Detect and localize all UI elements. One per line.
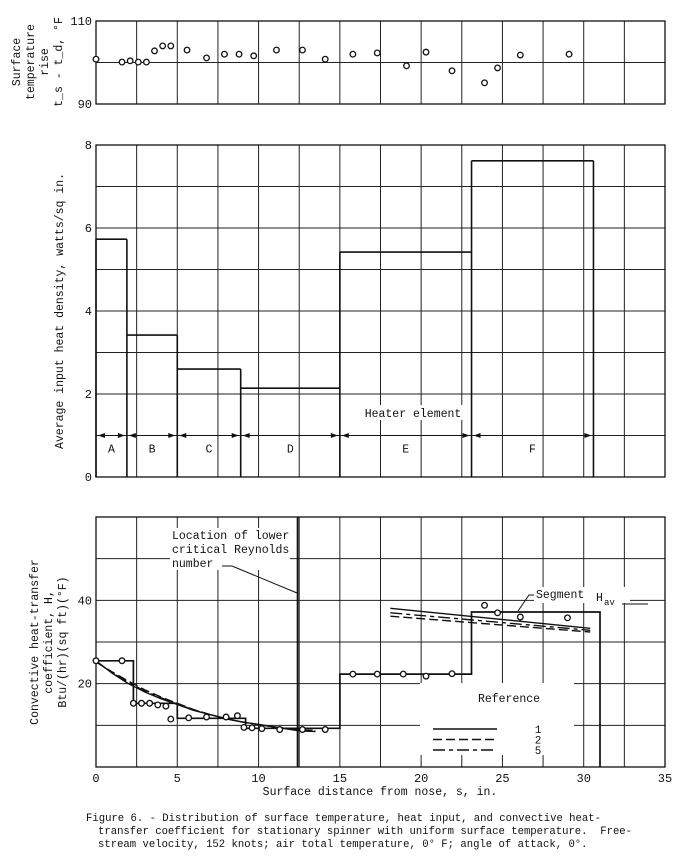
data-point bbox=[300, 727, 306, 733]
data-point bbox=[404, 63, 410, 69]
legend-title: Reference bbox=[477, 693, 541, 706]
data-point bbox=[168, 716, 174, 722]
data-point bbox=[155, 702, 161, 708]
x-tick-label: 35 bbox=[657, 772, 673, 786]
segment-label: C bbox=[205, 443, 213, 457]
data-point bbox=[139, 700, 145, 706]
x-tick-label: 25 bbox=[495, 772, 510, 786]
critical-reynolds-label: critical Reynolds bbox=[172, 544, 290, 557]
x-axis-label: Surface distance from nose, s, in. bbox=[262, 786, 498, 799]
y-axis-label-line: Surface bbox=[11, 37, 24, 87]
x-tick-label: 15 bbox=[332, 772, 348, 786]
data-point bbox=[300, 47, 306, 53]
reference-curve-5 bbox=[96, 662, 316, 732]
arrow-left-icon bbox=[342, 433, 349, 438]
data-point bbox=[144, 59, 150, 65]
x-tick-label: 30 bbox=[576, 772, 591, 786]
surface-temperature-chart bbox=[11, 15, 665, 112]
y-axis-label-line: rise bbox=[39, 48, 52, 76]
y-tick-label: 90 bbox=[77, 98, 92, 112]
data-point bbox=[131, 700, 137, 706]
arrow-right-icon bbox=[584, 433, 591, 438]
arrow-right-icon bbox=[331, 433, 338, 438]
data-point bbox=[251, 53, 257, 59]
x-tick-label: 0 bbox=[92, 772, 100, 786]
data-point bbox=[135, 59, 141, 65]
critical-reynolds-label: number bbox=[172, 558, 214, 571]
data-point bbox=[322, 56, 328, 62]
data-point bbox=[259, 726, 265, 732]
data-point bbox=[274, 47, 280, 53]
data-point bbox=[423, 49, 429, 55]
arrow-left-icon bbox=[98, 433, 105, 438]
hav-label: H bbox=[596, 592, 603, 605]
data-point bbox=[93, 56, 99, 62]
arrow-right-icon bbox=[168, 433, 175, 438]
data-point bbox=[241, 725, 247, 731]
data-point bbox=[204, 714, 210, 720]
arrow-right-icon bbox=[118, 433, 125, 438]
y-axis-label bbox=[11, 17, 66, 107]
x-tick-label: 10 bbox=[251, 772, 266, 786]
y-tick-label: 40 bbox=[77, 594, 92, 609]
segment-label: D bbox=[286, 443, 294, 457]
data-point bbox=[518, 614, 524, 620]
y-axis-label bbox=[29, 559, 70, 725]
data-point bbox=[127, 58, 133, 64]
data-point bbox=[119, 59, 125, 65]
data-point bbox=[168, 43, 174, 49]
data-point bbox=[400, 671, 406, 677]
data-point bbox=[277, 727, 283, 733]
data-point bbox=[518, 52, 524, 58]
data-point bbox=[322, 727, 328, 733]
data-point bbox=[565, 615, 571, 621]
y-tick-label: 2 bbox=[84, 388, 92, 402]
arrow-left-icon bbox=[179, 433, 186, 438]
y-axis-label-line: t_s - t_d, °F bbox=[53, 17, 66, 107]
data-point bbox=[236, 51, 242, 57]
segment-leader bbox=[518, 595, 534, 611]
segment-label: Segment bbox=[536, 589, 585, 602]
x-tick-label: 20 bbox=[413, 772, 429, 786]
heat-transfer-coefficient-chart bbox=[29, 517, 665, 767]
y-tick-label: 110 bbox=[70, 15, 92, 29]
critical-reynolds-label: Location of lower bbox=[172, 530, 290, 543]
data-point bbox=[222, 51, 228, 57]
y-axis-label bbox=[54, 173, 67, 449]
reference-curve-5-aft bbox=[390, 613, 590, 631]
data-point bbox=[482, 603, 488, 609]
data-point bbox=[449, 68, 455, 74]
heater-element-label: Heater element bbox=[364, 408, 462, 422]
data-point bbox=[119, 658, 125, 664]
data-point bbox=[350, 51, 356, 57]
y-tick-label: 4 bbox=[84, 305, 92, 319]
arrow-right-icon bbox=[232, 433, 239, 438]
data-point bbox=[93, 658, 99, 664]
data-point bbox=[374, 50, 380, 56]
segment-label: A bbox=[107, 443, 115, 457]
y-tick-label: 6 bbox=[84, 222, 92, 236]
data-point bbox=[495, 65, 501, 71]
y-tick-label: 0 bbox=[84, 471, 92, 485]
x-tick-label: 5 bbox=[173, 772, 181, 786]
reference-curve-1 bbox=[96, 661, 316, 732]
y-tick-label: 8 bbox=[84, 139, 92, 153]
heat-density-chart bbox=[54, 139, 665, 485]
data-point bbox=[160, 43, 166, 49]
data-point bbox=[374, 671, 380, 677]
segment-label: E bbox=[402, 443, 410, 457]
data-point bbox=[163, 703, 169, 709]
y-axis-label-text: Average input heat density, watts/sq in. bbox=[54, 172, 67, 450]
y-axis-label-line: Btu/(hr)(sq ft)(°F) bbox=[57, 576, 70, 708]
data-point bbox=[204, 55, 210, 61]
caption-line-3: stream velocity, 152 knots; air total temperature, 0° F; angle of attack, 0°. bbox=[98, 839, 588, 851]
arrow-left-icon bbox=[129, 433, 136, 438]
data-point bbox=[249, 725, 255, 731]
figure-caption bbox=[86, 813, 686, 852]
data-point bbox=[350, 671, 356, 677]
x-axis bbox=[92, 772, 672, 799]
data-point bbox=[235, 713, 241, 719]
legend-entry: 5 bbox=[534, 746, 542, 758]
data-point bbox=[147, 700, 153, 706]
arrow-left-icon bbox=[243, 433, 250, 438]
data-point bbox=[184, 47, 190, 53]
data-point bbox=[495, 610, 501, 616]
data-point bbox=[152, 48, 158, 54]
leader-line bbox=[222, 566, 297, 593]
arrow-right-icon bbox=[463, 433, 470, 438]
arrow-left-icon bbox=[474, 433, 481, 438]
data-point bbox=[223, 714, 229, 720]
legend-entry: 2 bbox=[534, 735, 542, 748]
data-point bbox=[186, 715, 192, 721]
y-axis-label-line: Convective heat-transfer bbox=[29, 559, 42, 725]
segment-label: B bbox=[148, 443, 156, 457]
caption-line-2: transfer coefficient for stationary spinner with uniform surface temperature. Free- bbox=[98, 826, 633, 838]
y-tick-label: 20 bbox=[77, 677, 92, 692]
y-axis-label-line: temperature bbox=[25, 24, 38, 100]
data-point bbox=[423, 673, 429, 679]
data-point bbox=[449, 671, 455, 677]
data-point bbox=[482, 80, 488, 86]
legend-entry: 1 bbox=[534, 725, 542, 737]
data-point bbox=[566, 51, 572, 57]
hav-subscript: av bbox=[604, 598, 615, 608]
caption-line-1: Figure 6. - Distribution of surface temperature, heat input, and convective heat- bbox=[86, 813, 601, 825]
segment-label: F bbox=[529, 443, 536, 457]
y-axis-label-line: coefficient, H, bbox=[43, 590, 56, 694]
